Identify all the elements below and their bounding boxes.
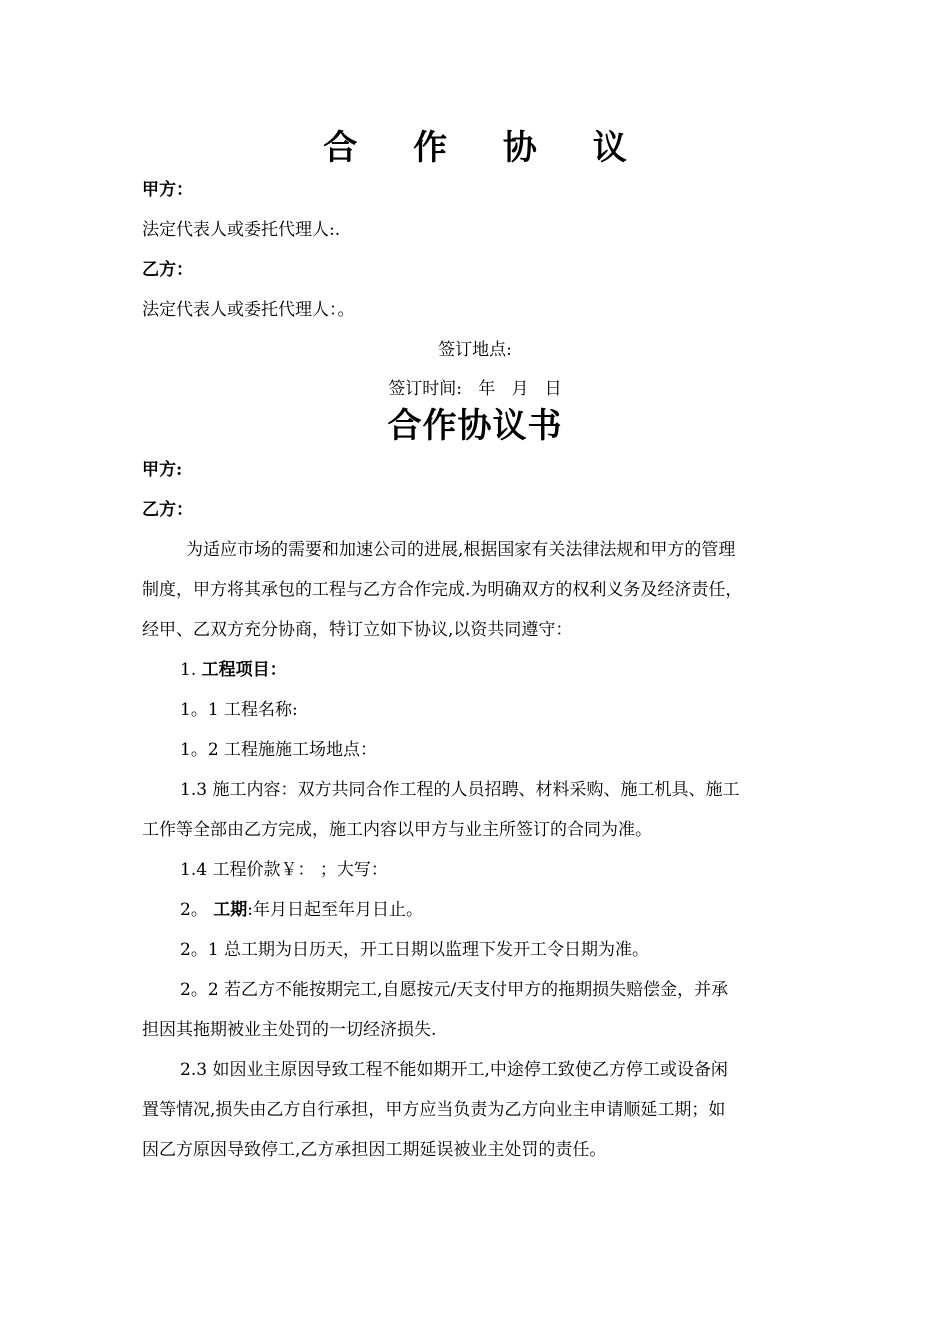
cover-party-b: 乙方： <box>142 260 193 280</box>
doc-title: 合作协议书 <box>387 406 563 446</box>
cover-sign-time: 签订时间: 年 月 日 <box>388 379 562 399</box>
cover-title: 合 作 协 议 <box>323 128 649 168</box>
section-1-number: 1. <box>180 660 202 680</box>
clause-1-3-line-1: 1.3 施工内容：双方共同合作工程的人员招聘、材料采购、施工机具、施工 <box>180 780 740 800</box>
clause-2-3-line-1: 2.3 如因业主原因导致工程不能如期开工,中途停工致使乙方停工或设备闲 <box>180 1060 728 1080</box>
clause-1-3-line-2: 工作等全部由乙方完成，施工内容以甲方与业主所签订的合同为准。 <box>142 820 652 840</box>
clause-2-1: 2。1 总工期为日历天，开工日期以监理下发开工令日期为准。 <box>180 940 650 960</box>
intro-line-2: 制度，甲方将其承包的工程与乙方合作完成.为明确双方的权利义务及经济责任， <box>142 580 743 600</box>
clause-2-3-line-3: 因乙方原因导致停工,乙方承担因工期延误被业主处罚的责任。 <box>142 1140 607 1160</box>
clause-1-4: 1.4 工程价款￥： ；大写： <box>180 860 388 880</box>
section-2-title: 工期 <box>213 900 248 920</box>
intro-line-1: 为适应市场的需要和加速公司的进展,根据国家有关法律法规和甲方的管理 <box>186 540 736 560</box>
cover-rep-a: 法定代表人或委托代理人:. <box>142 220 341 240</box>
intro-line-3: 经甲、乙双方充分协商，特订立如下协议,以资共同遵守： <box>142 620 573 640</box>
section-1-heading <box>180 658 287 682</box>
clause-2-2-line-2: 担因其拖期被业主处罚的一切经济损失. <box>142 1020 437 1040</box>
clause-1-2: 1。2 工程施施工场地点： <box>180 740 378 760</box>
section-1-title: 工程项目： <box>201 660 287 680</box>
section-2-number: 2。 <box>180 900 214 920</box>
clause-2-2-line-1: 2。2 若乙方不能按期完工,自愿按元/天支付甲方的拖期损失赔偿金，并承 <box>180 980 729 1000</box>
cover-sign-place: 签订地点: <box>438 340 512 360</box>
cover-party-a: 甲方： <box>142 180 193 200</box>
cover-rep-b: 法定代表人或委托代理人：。 <box>142 300 355 320</box>
clause-2-3-line-2: 置等情况,损失由乙方自行承担，甲方应当负责为乙方向业主申请顺延工期；如 <box>142 1100 726 1120</box>
doc-party-a: 甲方: <box>142 460 183 480</box>
doc-party-b: 乙方： <box>142 500 193 520</box>
section-2-heading <box>180 898 423 922</box>
clause-1-1: 1。1 工程名称: <box>180 700 298 720</box>
section-2-text: :年月日起至年月日止。 <box>247 900 423 920</box>
